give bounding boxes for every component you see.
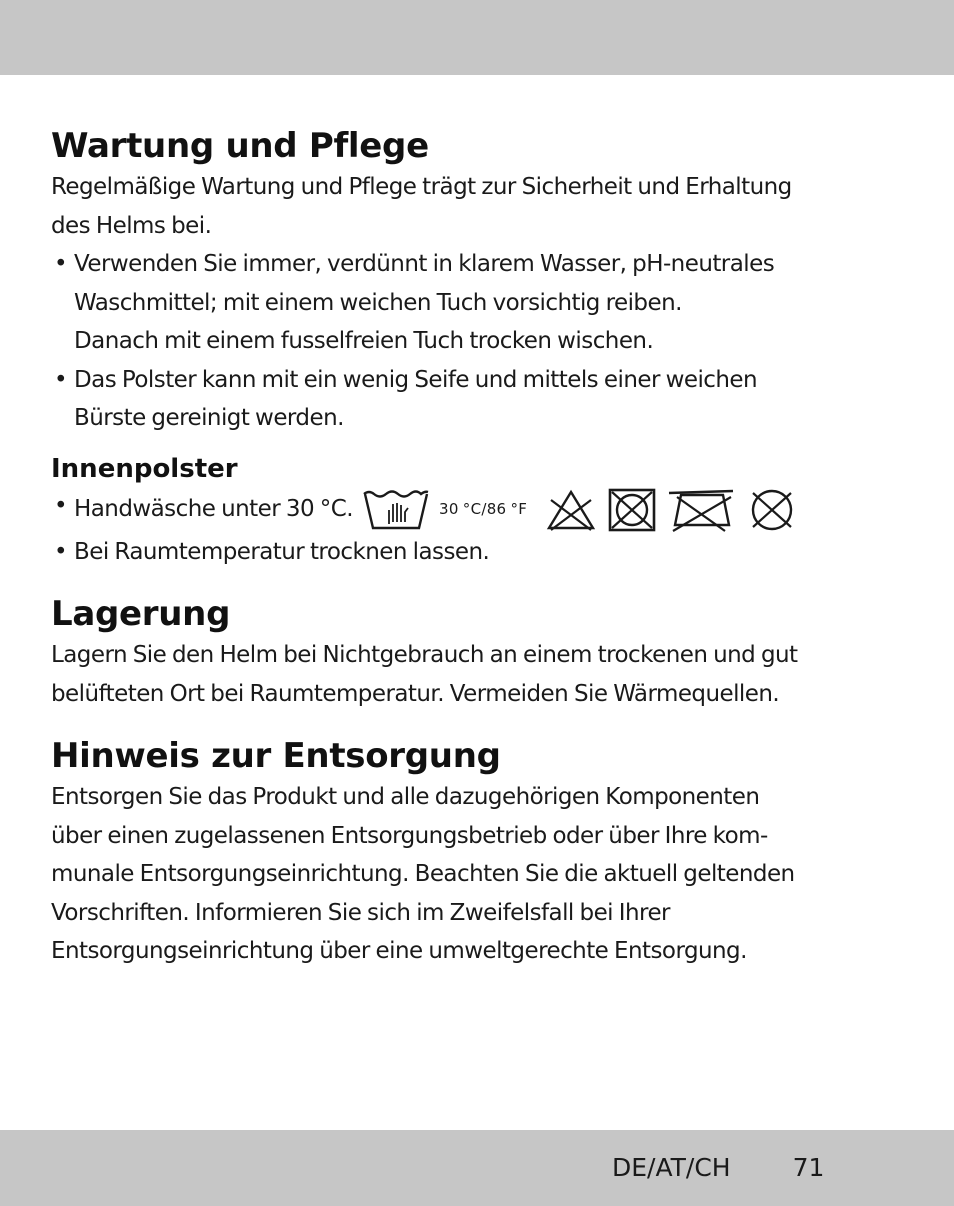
handwash-text: Handwäsche unter 30 °C. xyxy=(74,496,354,523)
no-tumble-dry-icon xyxy=(607,487,657,533)
disposal-text xyxy=(51,778,921,971)
maintenance-heading: Wartung und Pflege xyxy=(51,126,429,166)
temperature-label: 30 °C/86 °F xyxy=(439,500,528,519)
region-label: DE/AT/CH xyxy=(612,1153,731,1182)
list-item xyxy=(51,245,921,361)
text-line: Verwenden Sie immer, verdünnt in klarem Wasser, pH-neutrales xyxy=(74,251,775,277)
text-line: belüfteten Ort bei Raumtemperatur. Vermeiden Sie Wärmequellen. xyxy=(51,680,780,707)
bullet-icon: • xyxy=(54,492,68,519)
storage-text xyxy=(51,636,921,713)
list-item xyxy=(51,487,921,533)
text-line: über einen zugelassenen Entsorgungsbetrieb oder über Ihre kom- xyxy=(51,822,768,849)
maintenance-intro xyxy=(51,168,921,245)
disposal-heading: Hinweis zur Entsorgung xyxy=(51,736,501,776)
list-item xyxy=(51,533,921,572)
text-line: munale Entsorgungseinrichtung. Beachten Sie die aktuell geltenden xyxy=(51,861,795,887)
text-line: Regelmäßige Wartung und Pflege trägt zur Sicherheit und Erhaltung xyxy=(51,174,792,200)
text-line: Bürste gereinigt werden. xyxy=(74,405,344,431)
no-iron-icon xyxy=(667,487,737,533)
page-footer xyxy=(612,1148,824,1188)
no-bleach-icon xyxy=(545,488,597,532)
header-bar xyxy=(0,0,954,75)
storage-heading: Lagerung xyxy=(51,594,231,634)
text-line: Danach mit einem fusselfreien Tuch trocken wischen. xyxy=(74,328,654,354)
text-line: Waschmittel; mit einem weichen Tuch vorsichtig reiben. xyxy=(74,289,682,316)
text-line: Vorschriften. Informieren Sie sich im Zweifelsfall bei Ihrer xyxy=(51,899,670,926)
bullet-icon: • xyxy=(54,366,68,393)
handwash-icon xyxy=(361,488,431,532)
page-number: 71 xyxy=(792,1153,825,1182)
padding-heading: Innenpolster xyxy=(51,453,238,484)
text-line: Entsorgen Sie das Produkt und alle dazugehörigen Komponenten xyxy=(51,784,760,810)
text-line: des Helms bei. xyxy=(51,212,212,239)
padding-list xyxy=(51,487,921,572)
care-row xyxy=(74,487,921,533)
text-line: Das Polster kann mit ein wenig Seife und mittels einer weichen xyxy=(74,366,758,393)
list-item xyxy=(51,361,921,438)
page-content xyxy=(51,124,921,971)
text-line: Bei Raumtemperatur trocknen lassen. xyxy=(74,538,490,565)
bullet-icon: • xyxy=(54,538,68,565)
maintenance-list xyxy=(51,245,921,438)
text-line: Entsorgungseinrichtung über eine umweltgerechte Entsorgung. xyxy=(51,938,747,964)
no-dry-clean-icon xyxy=(747,487,797,533)
bullet-icon: • xyxy=(54,251,68,277)
text-line: Lagern Sie den Helm bei Nichtgebrauch an einem trockenen und gut xyxy=(51,642,798,668)
